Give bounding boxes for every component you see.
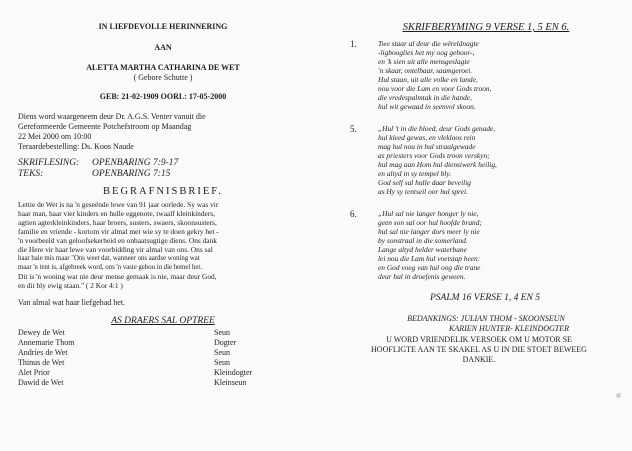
sermon-text bbox=[18, 169, 308, 180]
verse-block bbox=[338, 124, 620, 196]
obituary-text bbox=[18, 200, 308, 290]
bearer-relation: Kleinseun bbox=[214, 378, 247, 387]
heading: IN LIEFDEVOLLE HERINNERING bbox=[98, 22, 228, 31]
text-label: TEKS: bbox=[18, 169, 44, 179]
hymn-title: SKRIFBERYMING 9 VERSE 1, 5 EN 6. bbox=[402, 22, 570, 33]
verse-line: as Hy sy tentseil oor hul sprei. bbox=[378, 187, 468, 196]
bearer-relation: Kleindogter bbox=[214, 368, 253, 377]
verse-line: hul wit gewaad in seenvol skoon. bbox=[378, 102, 476, 111]
verse-line: 'n skaar, ontelbaar, saamgeroei. bbox=[378, 66, 473, 75]
bearer-row bbox=[18, 348, 308, 358]
service-line: Teraardebestelling: Ds. Koos Naude bbox=[18, 142, 134, 151]
obituary-line: familie en vriende - kortom vir almal met wie sy te doen gekry het - bbox=[18, 227, 219, 236]
bearer-row bbox=[18, 358, 308, 368]
obituary-line: Dit is 'n woning wat nie deur mense gemaak is nie, maar deur God, bbox=[18, 272, 217, 281]
verse-line: „Hul sal nie langer honger ly nie, bbox=[378, 209, 479, 218]
born-as: ( Gebore Schutte ) bbox=[133, 73, 193, 82]
right-column bbox=[338, 22, 620, 365]
verse-block bbox=[338, 209, 620, 281]
service-line: 22 Mei 2000 om 10:00 bbox=[18, 132, 92, 141]
obituary-title: BEGRAFNISBRIEF. bbox=[103, 186, 223, 197]
obituary-line: die Here vir haar lewe van voorbidding vir almal van ons. Ons sal bbox=[18, 245, 213, 254]
verse-number: 1. bbox=[350, 39, 357, 49]
bearer-row bbox=[18, 328, 308, 338]
bearer-row bbox=[18, 378, 308, 388]
text-value: OPENBARING 7:15 bbox=[92, 169, 171, 179]
service-info bbox=[18, 112, 308, 152]
bearer-name: Andries de Wet bbox=[18, 348, 68, 357]
acknowledgements-line: BEDANKINGS: JULIAN THOM - SKOONSEUN bbox=[407, 314, 565, 323]
bearers-title: AS DRAERS SAL OPTREE bbox=[111, 316, 215, 326]
bearer-relation: Seun bbox=[214, 348, 230, 357]
verse-line: Hul staan, uit alle volke en lande, bbox=[378, 75, 478, 84]
verse-line: -ligbooglies het my oog gehoor-, bbox=[378, 48, 475, 57]
life-dates: GEB: 21-02-1909 OORL: 17-05-2000 bbox=[99, 92, 227, 101]
scan-speck bbox=[616, 393, 621, 398]
bearer-name: Dawid de Wet bbox=[18, 378, 64, 387]
bearer-relation: Seun bbox=[214, 358, 230, 367]
bearer-row bbox=[18, 338, 308, 348]
notice-line: U WORD VRIENDELIK VERSOEK OM U MOTOR SE bbox=[386, 335, 572, 344]
service-line: Gereformeerde Gemeente Potchefstroom op Maandag bbox=[18, 122, 192, 131]
verse-line: mag hul nou in hul straalgewade bbox=[378, 142, 476, 151]
deceased-name: ALETTA MARTHA CATHARINA DE WET bbox=[86, 63, 240, 72]
verse-line: en altyd in sy tempel bly. bbox=[378, 169, 452, 178]
obituary-line: agtien agterkleinkinders, haar broers, susters, swaers, skoonsusters, bbox=[18, 218, 217, 227]
obituary-line: haar man, haar vier kinders en hulle eggenote, twaalf kleinkinders, bbox=[18, 209, 216, 218]
bearer-relation: Seun bbox=[214, 328, 230, 337]
verse-line: by sonstraal in die somerland. bbox=[378, 236, 468, 245]
left-column bbox=[18, 22, 308, 388]
verse-line: deur hul in droefenis geween. bbox=[378, 272, 466, 281]
verse-block bbox=[338, 39, 620, 111]
psalm-line: PSALM 16 VERSE 1, 4 EN 5 bbox=[429, 293, 541, 303]
notice-line: DANKIE. bbox=[462, 355, 496, 364]
verse-line: God self sal hulle daar beveilig bbox=[378, 178, 471, 187]
bearer-relation: Dogter bbox=[214, 338, 237, 347]
headlights-notice bbox=[338, 335, 620, 365]
verse-line: „Hul 't in die bloed, deur Gods genade, bbox=[378, 124, 496, 133]
aan-label: AAN bbox=[154, 43, 172, 52]
verse-text bbox=[378, 124, 620, 196]
bearer-name: Annemarie Thom bbox=[18, 338, 75, 347]
verse-line: hul sal nie langer dors meer ly nie bbox=[378, 227, 480, 236]
reading-value: OPENBARING 7:9-17 bbox=[92, 158, 179, 168]
verse-line: hul mag aan Hom hul diensiwerk heilig, bbox=[378, 160, 497, 169]
verse-number: 6. bbox=[350, 209, 357, 219]
bearer-name: Alet Prior bbox=[18, 368, 50, 377]
verse-text bbox=[378, 39, 620, 111]
verse-number: 5. bbox=[350, 124, 357, 134]
thanks-line: Van almal wat haar liefgehad het. bbox=[18, 298, 126, 307]
obituary-line: Lettie de Wet is na 'n geseënde lewe van 91 jaar oorlede. Sy was vir bbox=[18, 200, 219, 209]
bearer-name: Thinus de Wet bbox=[18, 358, 65, 367]
verse-text bbox=[378, 209, 620, 281]
verse-line: hul kleed gewas, en vlekloos rein bbox=[378, 133, 476, 142]
bearers-list bbox=[18, 328, 308, 388]
verse-line: die vredespalmtak in die hande, bbox=[378, 93, 472, 102]
verse-line: geen son sal oor hul hoofde brand; bbox=[378, 218, 482, 227]
verse-line: Lange altyd helder waterbane bbox=[378, 245, 467, 254]
scripture-reading bbox=[18, 158, 308, 169]
verse-line: en 'k sien uit alle mensgeslagte bbox=[378, 57, 470, 66]
acknowledgements-line: KARIEN HUNTER- KLEINDOGTER bbox=[449, 324, 569, 333]
bearer-name: Dewey de Wet bbox=[18, 328, 65, 337]
verse-line: lei nou die Lam hul voetstap heen: bbox=[378, 254, 481, 263]
notice-line: HOOFLIGTE AAN TE SKAKEL AS U IN DIE STOET BEWEEG bbox=[371, 345, 587, 354]
verse-line: as priesters voor Gods troon verskyn; bbox=[378, 151, 490, 160]
bearer-row bbox=[18, 368, 308, 378]
verse-line: en God voeg van hul oog die trane bbox=[378, 263, 481, 272]
obituary-line: haar baie mis maar "Ons weet dat, wanneer ons aardse woning wat bbox=[18, 255, 200, 262]
obituary-line: 'n voorbeeld van geloofsekerheid en onbaatsugtige diens. Ons dank bbox=[18, 236, 217, 245]
obituary-line: en dit bly ewig staan." ( 2 Kor 4:1 ) bbox=[18, 281, 123, 290]
service-line: Diens word waargeneem deur Dr. A.G.S. Venter vanuit die bbox=[18, 112, 206, 121]
verse-line: Twe staar al deur die wêreldnagte bbox=[378, 39, 479, 48]
reading-label: SKRIFLESING: bbox=[18, 158, 80, 168]
verse-line: nou voor die Lam en voor Gods troon, bbox=[378, 84, 492, 93]
obituary-line: maar 'n tent is, afgebreek word, ons 'n vaste gebou in die hemel het. bbox=[18, 264, 203, 271]
